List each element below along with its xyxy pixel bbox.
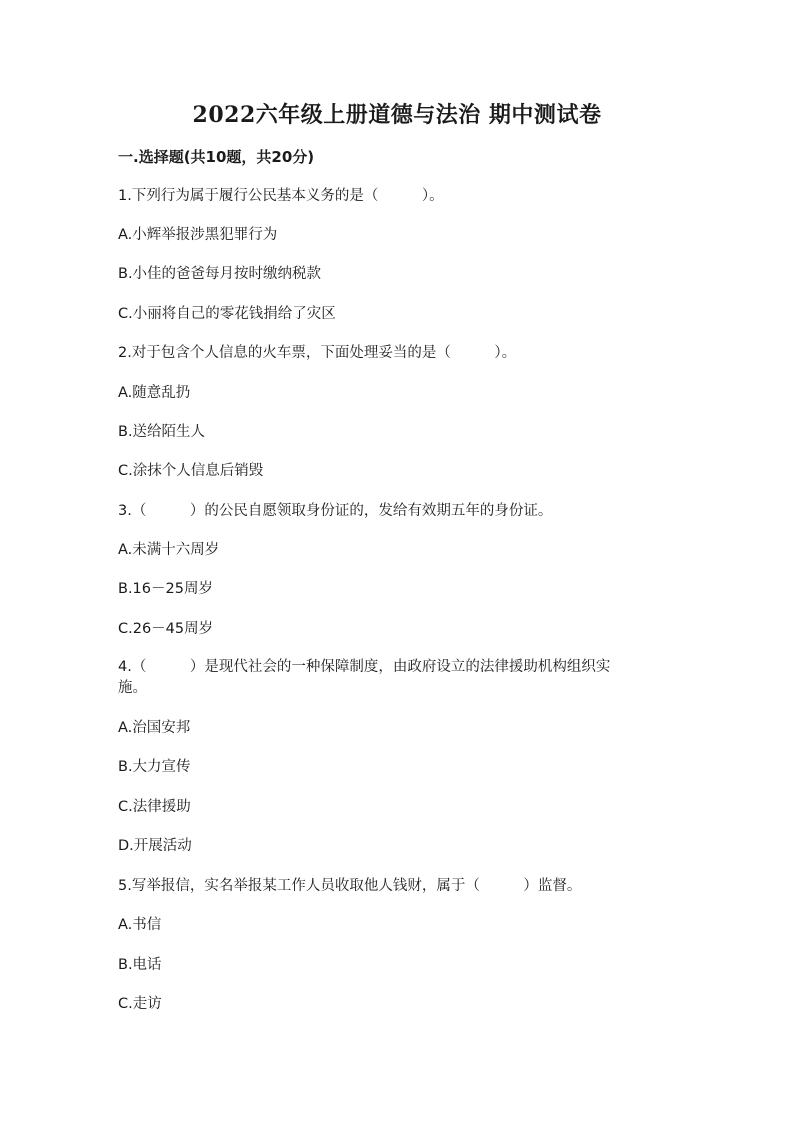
question-2-option-c[interactable]: C.涂抹个人信息后销毁 (118, 463, 264, 479)
question-5-stem: 5.写举报信，实名举报某工作人员收取他人钱财，属于（ ）监督。 (118, 878, 582, 894)
question-4-option-d[interactable]: D.开展活动 (118, 838, 192, 854)
question-4-option-a[interactable]: A.治国安邦 (118, 720, 191, 736)
question-4-option-b[interactable]: B.大力宣传 (118, 759, 191, 775)
question-2-option-b[interactable]: B.送给陌生人 (118, 424, 206, 440)
question-5-option-c[interactable]: C.走访 (118, 996, 162, 1012)
question-3-option-b[interactable]: B.16－25周岁 (118, 581, 213, 597)
question-3-option-c[interactable]: C.26－45周岁 (118, 621, 214, 637)
question-4-stem-line1: 4.（ ）是现代社会的一种保障制度，由政府设立的法律援助机构组织实 (118, 659, 611, 675)
question-1-option-a[interactable]: A.小辉举报涉黑犯罪行为 (118, 227, 278, 243)
section-heading: 一.选择题(共10题，共20分) (118, 148, 315, 166)
page-title: 2022六年级上册道德与法治 期中测试卷 (192, 102, 602, 128)
question-5-option-a[interactable]: A.书信 (118, 917, 162, 933)
question-5-option-b[interactable]: B.电话 (118, 957, 162, 973)
question-3-option-a[interactable]: A.未满十六周岁 (118, 542, 220, 558)
question-2-option-a[interactable]: A.随意乱扔 (118, 385, 191, 401)
question-1-option-b[interactable]: B.小佳的爸爸每月按时缴纳税款 (118, 266, 322, 282)
question-3-stem: 3.（ ）的公民自愿领取身份证的，发给有效期五年的身份证。 (118, 503, 553, 519)
question-1-stem: 1.下列行为属于履行公民基本义务的是（ ）。 (118, 188, 444, 204)
question-2-stem: 2.对于包含个人信息的火车票，下面处理妥当的是（ ）。 (118, 345, 517, 361)
question-4-option-c[interactable]: C.法律援助 (118, 799, 191, 815)
question-1-option-c[interactable]: C.小丽将自己的零花钱捐给了灾区 (118, 306, 336, 322)
question-4-stem-line2: 施。 (118, 680, 147, 696)
